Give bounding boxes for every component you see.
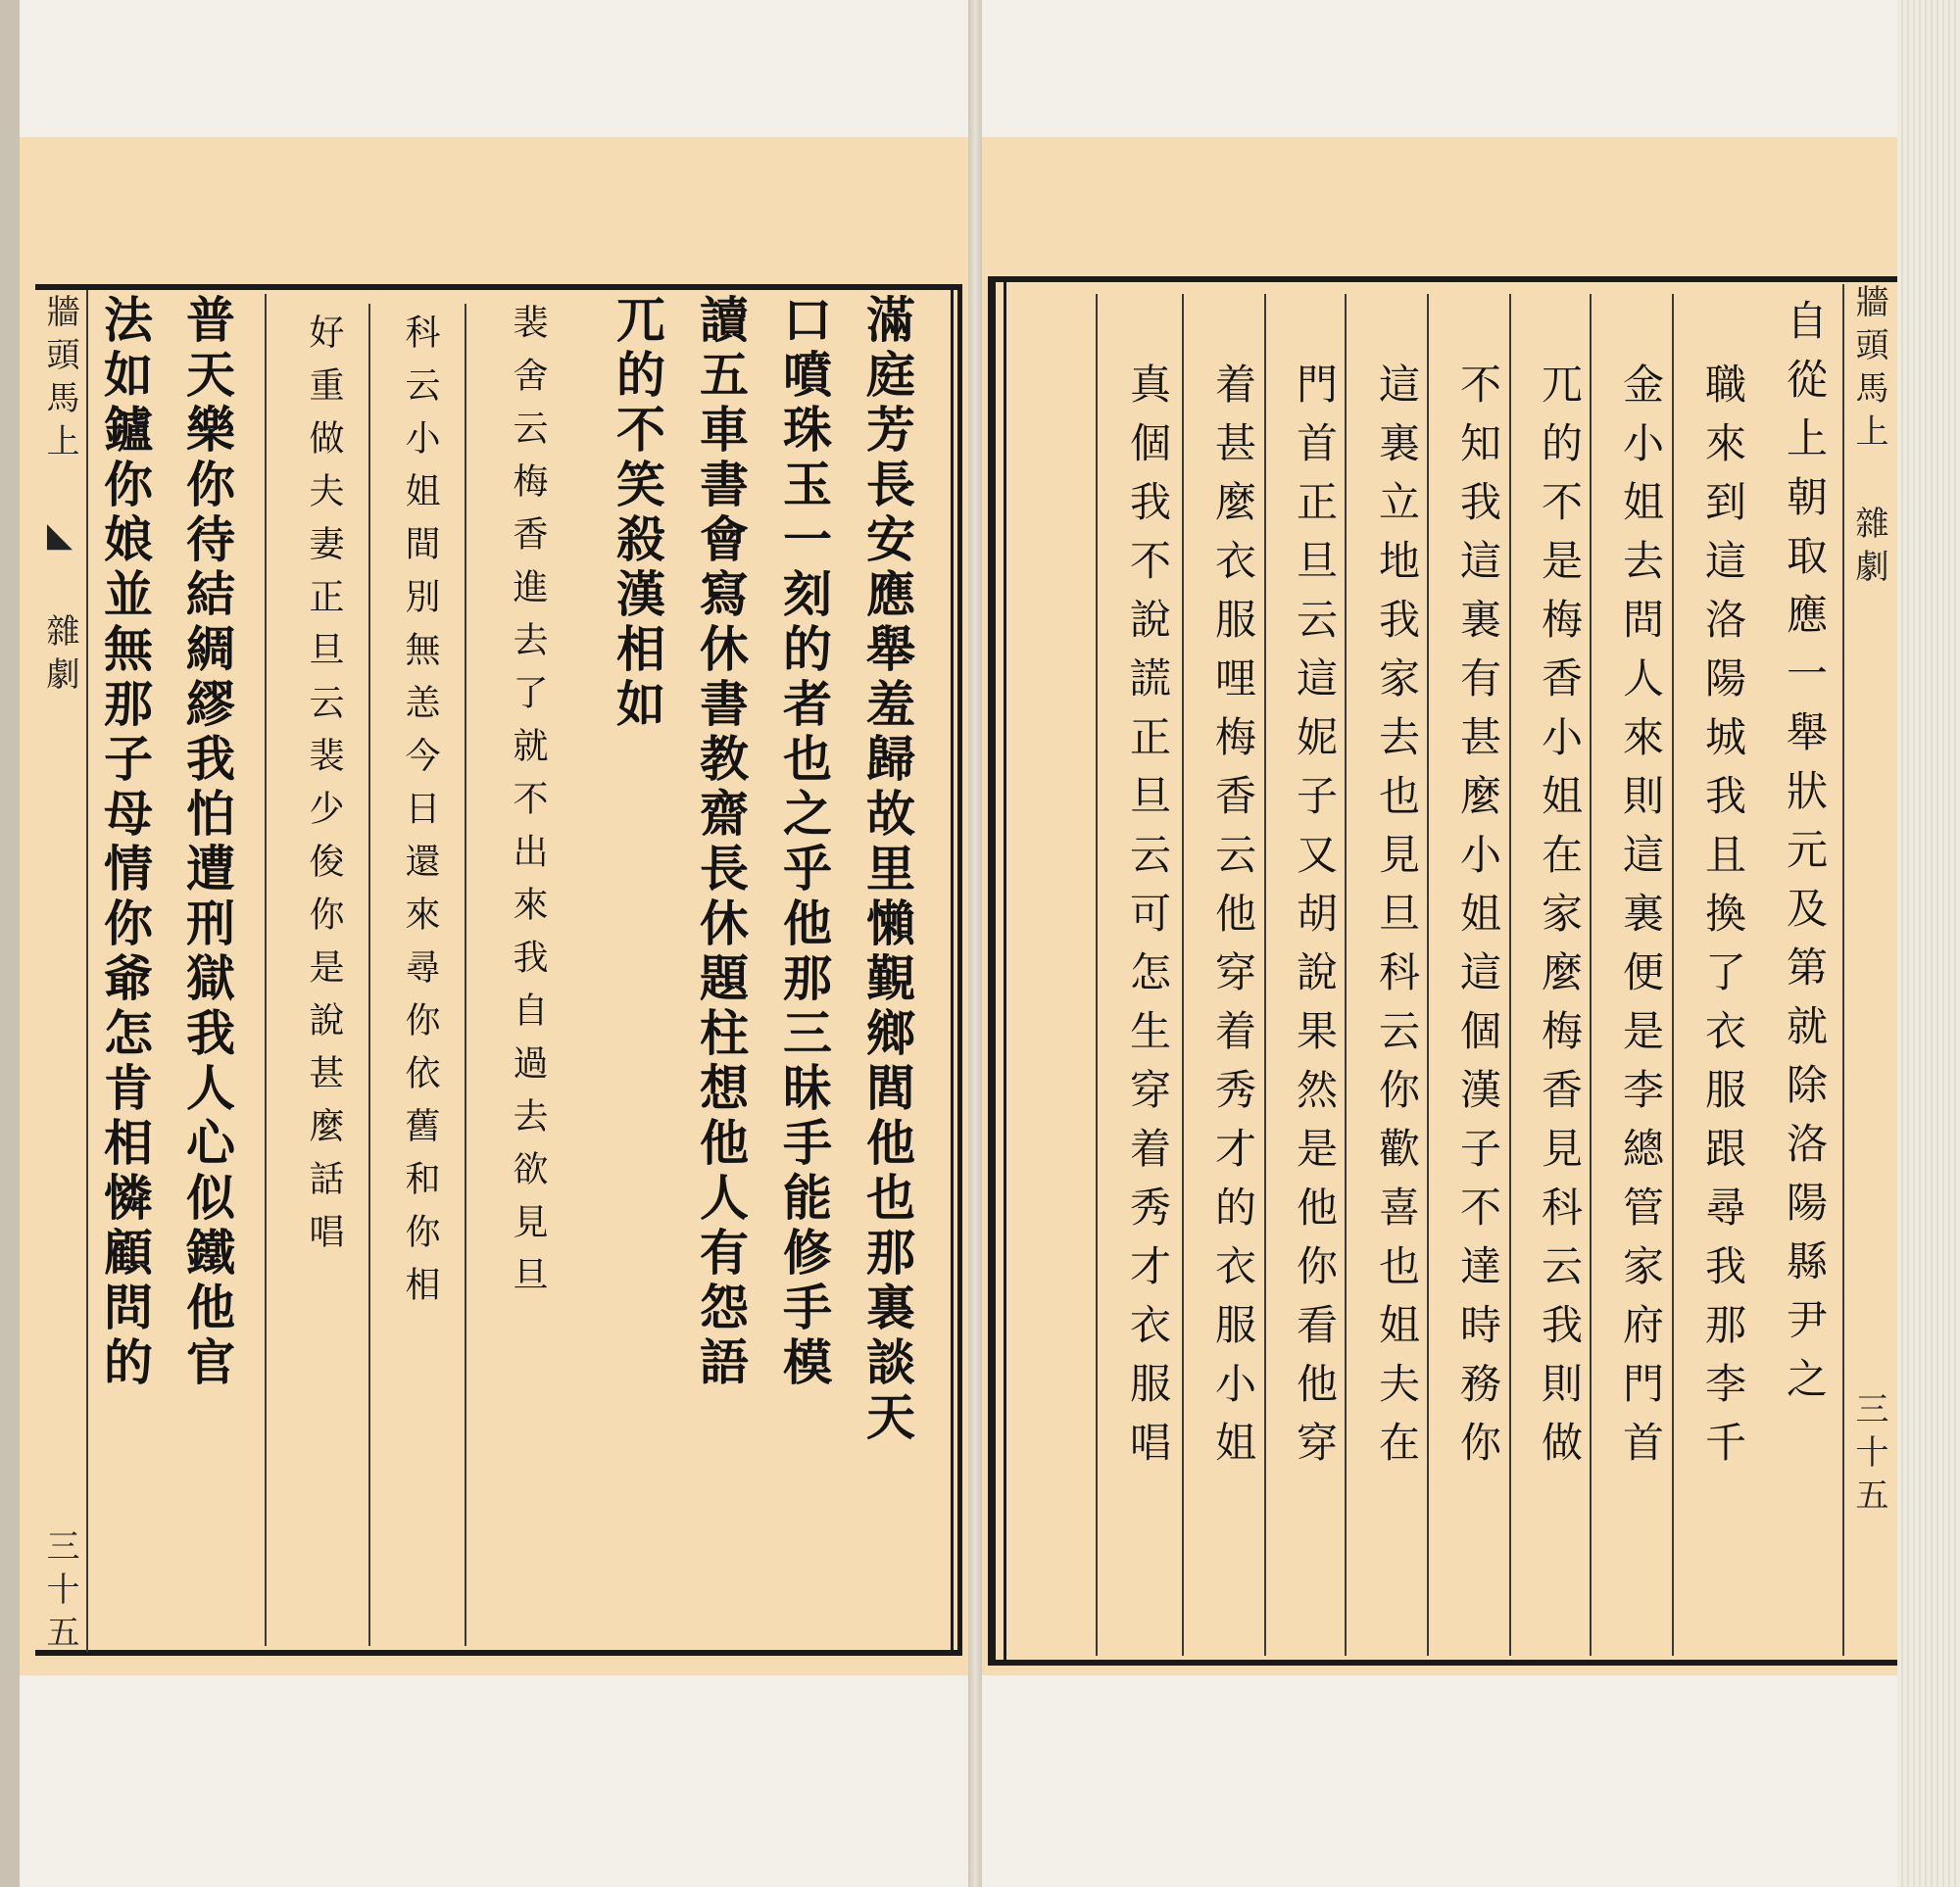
left-col-8: 普天樂你待結綢繆我怕遭刑獄我人心似鐵他官 [178, 294, 236, 1391]
right-side-label: 牆頭馬上 雜劇 [1849, 284, 1888, 592]
right-col-8: 着甚麼衣服哩梅香云他穿着秀才的衣服小姐 [1209, 363, 1257, 1479]
left-col-7: 好重做夫妻正旦云裴少俊你是說甚麼話唱 [304, 314, 344, 1266]
column-rule [1590, 294, 1592, 1656]
left-folio: 三十五 [40, 1528, 79, 1658]
right-col-7: 門首正旦云這妮子又胡說果然是他你看他穿 [1291, 363, 1339, 1479]
left-col-9: 法如鑪你娘並無那子母情你爺怎肯相憐顧問的 [96, 294, 154, 1391]
column-rule [1264, 294, 1266, 1656]
column-rule [265, 294, 267, 1646]
right-col-5: 不知我這裏有甚麼小姐這個漢子不達時務你 [1454, 363, 1502, 1479]
right-col-9: 真個我不說謊正旦云可怎生穿着秀才衣服唱 [1124, 363, 1172, 1479]
book-gutter [968, 0, 982, 1887]
left-col-3: 讀五車書會寫休書教齋長休題柱想他人有怨語 [692, 294, 750, 1391]
column-rule [368, 304, 370, 1646]
left-col-1: 滿庭芳長安應舉羞歸故里懶覲鄉閭他也那裏談天 [858, 294, 916, 1446]
column-rule [86, 290, 88, 1652]
right-col-2: 職來到這洛陽城我且換了衣服跟尋我那李千 [1699, 363, 1747, 1479]
page-edges [1891, 0, 1960, 1887]
column-rule [1182, 294, 1184, 1656]
right-col-3: 金小姐去問人來則這裏便是李總管家府門首 [1617, 363, 1665, 1479]
column-rule [1672, 294, 1674, 1656]
column-rule [1509, 294, 1511, 1656]
left-inner-border [951, 284, 954, 1656]
left-col-6: 科云小姐間別無恙今日還來尋你依舊和你相 [400, 314, 440, 1319]
column-rule [465, 304, 466, 1646]
right-col-6: 這裏立地我家去也見旦科云你歡喜也姐夫在 [1373, 363, 1421, 1479]
left-col-5: 裴舍云梅香進去了就不出來我自過去欲見旦 [508, 304, 548, 1309]
right-col-1: 自從上朝取應一舉狀元及第就除洛陽縣尹之 [1781, 299, 1829, 1416]
right-folio: 三十五 [1849, 1391, 1888, 1521]
column-rule [1427, 294, 1429, 1656]
right-inner-border [1004, 276, 1006, 1666]
column-rule [1842, 284, 1844, 1656]
column-rule [1345, 294, 1347, 1656]
left-col-2: 口噴珠玉一刻的者也之乎他那三昧手能修手模 [775, 294, 833, 1391]
left-col-4: 兀的不笑殺漢相如 [609, 294, 666, 733]
column-rule [1096, 294, 1098, 1656]
right-col-4: 兀的不是梅香小姐在家麼梅香見科云我則做 [1536, 363, 1584, 1479]
left-side-label: 牆頭馬上 ◣ 雜劇 [40, 294, 79, 700]
